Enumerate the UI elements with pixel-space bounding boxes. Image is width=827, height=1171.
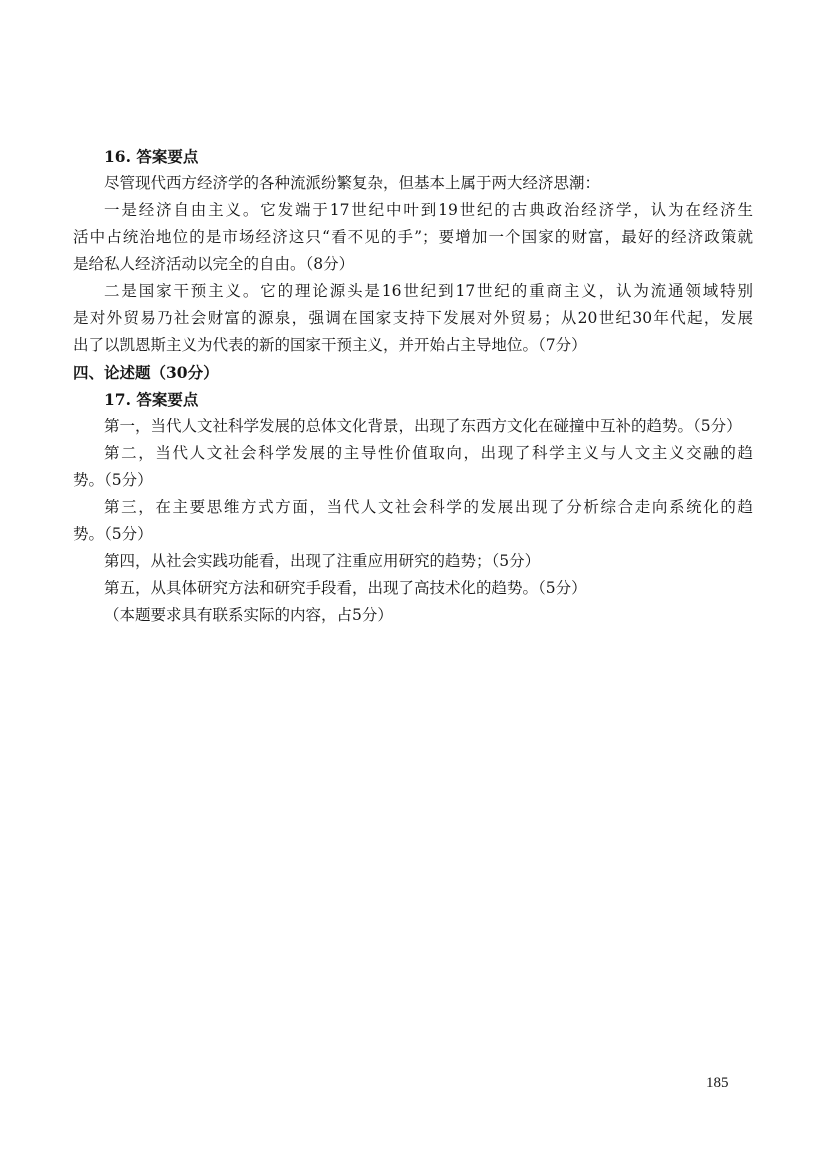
text-line: 活中占统治地位的是市场经济这只“看不见的手”；要增加一个国家的财富，最好的经济政策就: [73, 228, 753, 246]
text-line: 第二，当代人文社会科学发展的主导性价值取向，出现了科学主义与人文主义交融的趋: [104, 444, 753, 462]
text-line: 出了以凯恩斯主义为代表的新的国家干预主义，并开始占主导地位。（7分）: [73, 336, 587, 354]
text-line: 势。（5分）: [73, 471, 153, 489]
text-line: （本题要求具有联系实际的内容，占5分）: [104, 606, 393, 624]
page-number: 185: [706, 1075, 729, 1091]
text-line: 二是国家干预主义。它的理论源头是16世纪到17世纪的重商主义，认为流通领域特别: [104, 282, 753, 300]
text-line: 第四，从社会实践功能看，出现了注重应用研究的趋势；（5分）: [104, 552, 541, 570]
text-line: 一是经济自由主义。它发端于17世纪中叶到19世纪的古典政治经济学，认为在经济生: [104, 201, 753, 219]
text-line: 第五，从具体研究方法和研究手段看，出现了高技术化的趋势。（5分）: [104, 579, 587, 597]
text-line: 第一，当代人文社科学发展的总体文化背景，出现了东西方文化在碰撞中互补的趋势。（5分）: [104, 417, 742, 435]
text-line: 四、论述题（30分）: [73, 363, 219, 382]
text-line: 尽管现代西方经济学的各种流派纷繁复杂，但基本上属于两大经济思潮：: [104, 174, 601, 192]
text-line: 势。（5分）: [73, 525, 153, 543]
text-line: 17. 答案要点: [104, 390, 199, 409]
text-line: 第三，在主要思维方式方面，当代人文社会科学的发展出现了分析综合走向系统化的趋: [104, 498, 753, 516]
text-line: 是对外贸易乃社会财富的源泉，强调在国家支持下发展对外贸易；从20世纪30年代起，发展: [73, 309, 753, 327]
answer-key-body: [73, 143, 753, 629]
text-line: 是给私人经济活动以完全的自由。（8分）: [73, 255, 355, 273]
text-line: 16. 答案要点: [104, 147, 199, 166]
